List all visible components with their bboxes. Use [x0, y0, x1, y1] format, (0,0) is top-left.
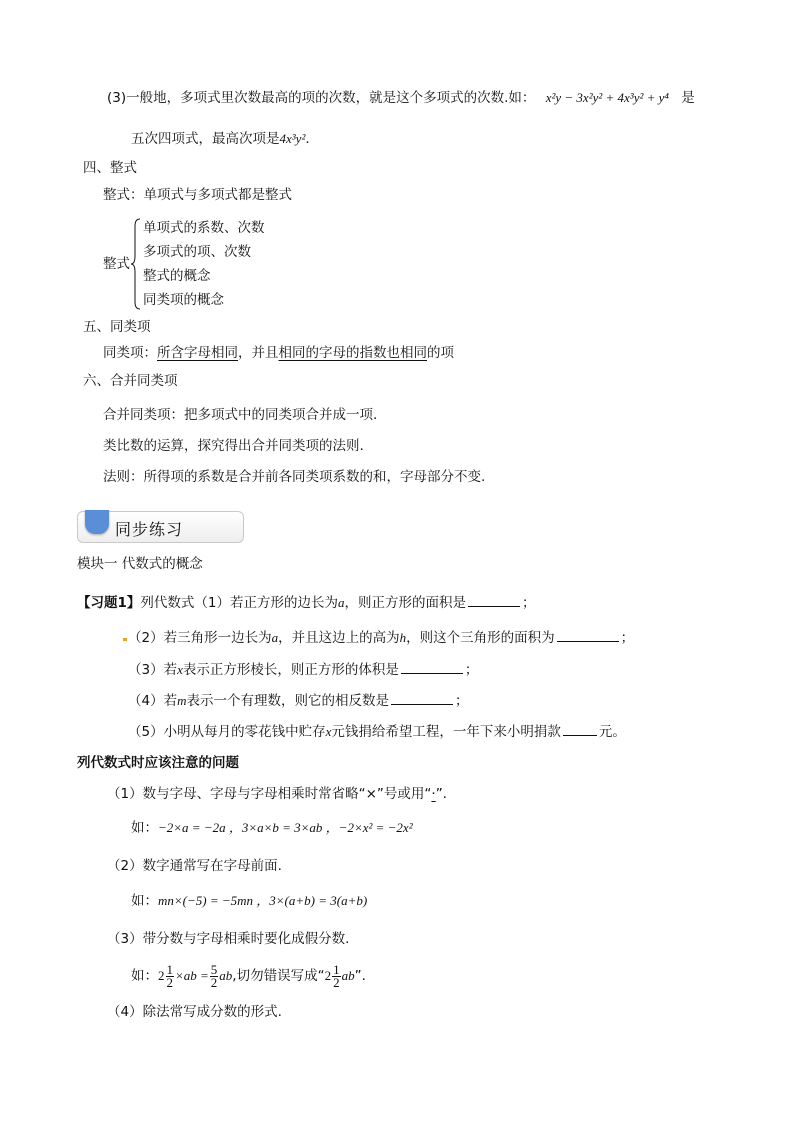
combine-definition: 合并同类项：把多项式中的同类项合并成一项.	[103, 407, 378, 423]
fraction-one-half	[332, 961, 341, 990]
like-terms-mid: ，并且	[238, 345, 279, 361]
var-a: a	[338, 595, 345, 610]
p5-text-b: 元钱捐给希望工程，一年下来小明捐款	[331, 724, 561, 740]
p1-text: 列代数式（1）若正方形的边长为	[140, 595, 338, 611]
p4-text: （4）若	[128, 693, 178, 709]
numerator: 5	[210, 961, 218, 977]
bookmark-icon	[85, 510, 109, 534]
p3-text: （3）若	[128, 662, 178, 678]
note-4: （4）除法常写成分数的形式.	[107, 1004, 282, 1020]
exercise-1-part-2	[128, 627, 634, 648]
var-h: h	[399, 630, 407, 645]
note-2-formula: mn×(−5) = −5mn ，3×(a+b) = 3(a+b)	[158, 893, 368, 908]
ab: ab	[219, 968, 233, 983]
example-label: 如：	[131, 820, 158, 836]
section-5-heading: 五、同类项	[83, 319, 151, 335]
p1-text-b: ，则正方形的面积是	[344, 595, 466, 611]
p2-end: ；	[620, 630, 635, 646]
var-x: x	[177, 662, 183, 677]
degree-example-line	[131, 129, 310, 149]
degree-example-text: 五次四项式，最高次项是	[131, 131, 280, 147]
highest-term: 4x³y²	[279, 131, 306, 146]
example-label: 如：	[131, 968, 158, 984]
note-3-end: ”.	[354, 968, 366, 984]
var-m: m	[177, 693, 187, 708]
dot-symbol: ·	[431, 786, 436, 802]
note-1-formula: −2×a = −2a ，3×a×b = 3×ab ，−2×x² = −2x²	[158, 820, 413, 835]
combine-analogy: 类比数的运算，探究得出合并同类项的法则.	[103, 438, 364, 454]
like-terms-end: 的项	[427, 345, 454, 361]
brace-item-1: 单项式的系数、次数	[143, 220, 265, 236]
example-label: 如：	[131, 893, 158, 909]
example-polynomial: x²y − 3x²y² + 4x³y² + y⁴	[545, 90, 669, 105]
note-3-example	[131, 962, 366, 990]
mixed-whole: 2	[324, 968, 332, 983]
denominator: 2	[166, 974, 173, 990]
p3-text-b: 表示正方形棱长，则正方形的体积是	[182, 662, 399, 678]
times-ab: ×ab =	[175, 968, 209, 983]
note-1-example	[131, 818, 413, 838]
underlined-same-letters: 所含字母相同	[157, 345, 238, 361]
answer-blank[interactable]	[468, 592, 520, 607]
period: .	[305, 131, 310, 147]
notes-title: 列代数式时应该注意的问题	[77, 755, 239, 771]
note-1-text: （1）数与字母、字母与字母相乘时常省略“×”号或用“	[107, 786, 432, 802]
p3-end: ；	[464, 662, 479, 678]
numerator: 1	[333, 961, 340, 977]
answer-blank[interactable]	[391, 690, 453, 705]
numerator: 1	[166, 961, 173, 977]
exercise-1-part-1	[77, 592, 536, 613]
ab: ab	[341, 968, 355, 983]
p5-end: 元。	[598, 724, 626, 740]
exercise-1-part-5	[128, 721, 626, 742]
exercise-1-part-3	[128, 659, 478, 680]
degree-text: (3)一般地，多项式里次数最高的项的次数，就是这个多项式的次数.如：	[107, 90, 536, 106]
answer-blank[interactable]	[557, 627, 619, 642]
p1-end: ；	[522, 595, 536, 611]
note-3: （3）带分数与字母相乘时要化成假分数.	[107, 931, 350, 947]
exercise-tag: 【习题1】	[77, 595, 141, 611]
warning-text: ,切勿错误写成“	[232, 968, 325, 984]
p4-text-b: 表示一个有理数，则它的相反数是	[186, 693, 389, 709]
var-x: x	[325, 724, 332, 739]
brace-item-2: 多项式的项、次数	[143, 244, 251, 260]
combine-rule: 法则：所得项的系数是合并前各同类项系数的和，字母部分不变.	[103, 469, 486, 485]
p2-text: （2）若三角形一边长为	[128, 630, 272, 646]
like-terms-lead: 同类项：	[103, 345, 157, 361]
degree-tail: 是	[681, 90, 695, 106]
var-a: a	[271, 630, 279, 645]
fraction-five-halves	[210, 961, 219, 990]
like-terms-definition	[103, 343, 454, 363]
denominator: 2	[210, 974, 218, 990]
underlined-same-exponents: 相同的字母的指数也相同	[278, 345, 427, 361]
exercise-1-part-4	[128, 690, 468, 711]
curly-brace-icon	[131, 218, 141, 310]
practice-banner	[77, 511, 244, 543]
mixed-whole: 2	[158, 968, 165, 983]
p2-text-c: ，则这个三角形的面积为	[406, 630, 555, 646]
brace-label: 整式	[103, 256, 130, 272]
fraction-one-half	[166, 961, 175, 990]
module-title: 模块一 代数式的概念	[77, 556, 203, 572]
section-4-heading: 四、整式	[83, 160, 137, 176]
banner-title: 同步练习	[115, 520, 184, 539]
p2-text-b: ，并且这边上的高为	[278, 630, 400, 646]
note-1	[107, 784, 447, 804]
integral-expression-definition: 整式：单项式与多项式都是整式	[103, 187, 292, 203]
note-2: （2）数字通常写在字母前面.	[107, 858, 282, 874]
edit-marker	[123, 638, 127, 641]
polynomial-degree-line	[107, 88, 695, 108]
answer-blank[interactable]	[401, 659, 463, 674]
denominator: 2	[333, 974, 340, 990]
brace-item-3: 整式的概念	[143, 268, 211, 284]
section-6-heading: 六、合并同类项	[83, 373, 178, 389]
note-2-example	[131, 891, 367, 911]
note-1-end: ”.	[435, 786, 447, 802]
brace-item-4: 同类项的概念	[143, 292, 224, 308]
p4-end: ；	[454, 693, 469, 709]
answer-blank[interactable]	[563, 721, 597, 736]
p5-text: （5）小明从每月的零花钱中贮存	[128, 724, 326, 740]
